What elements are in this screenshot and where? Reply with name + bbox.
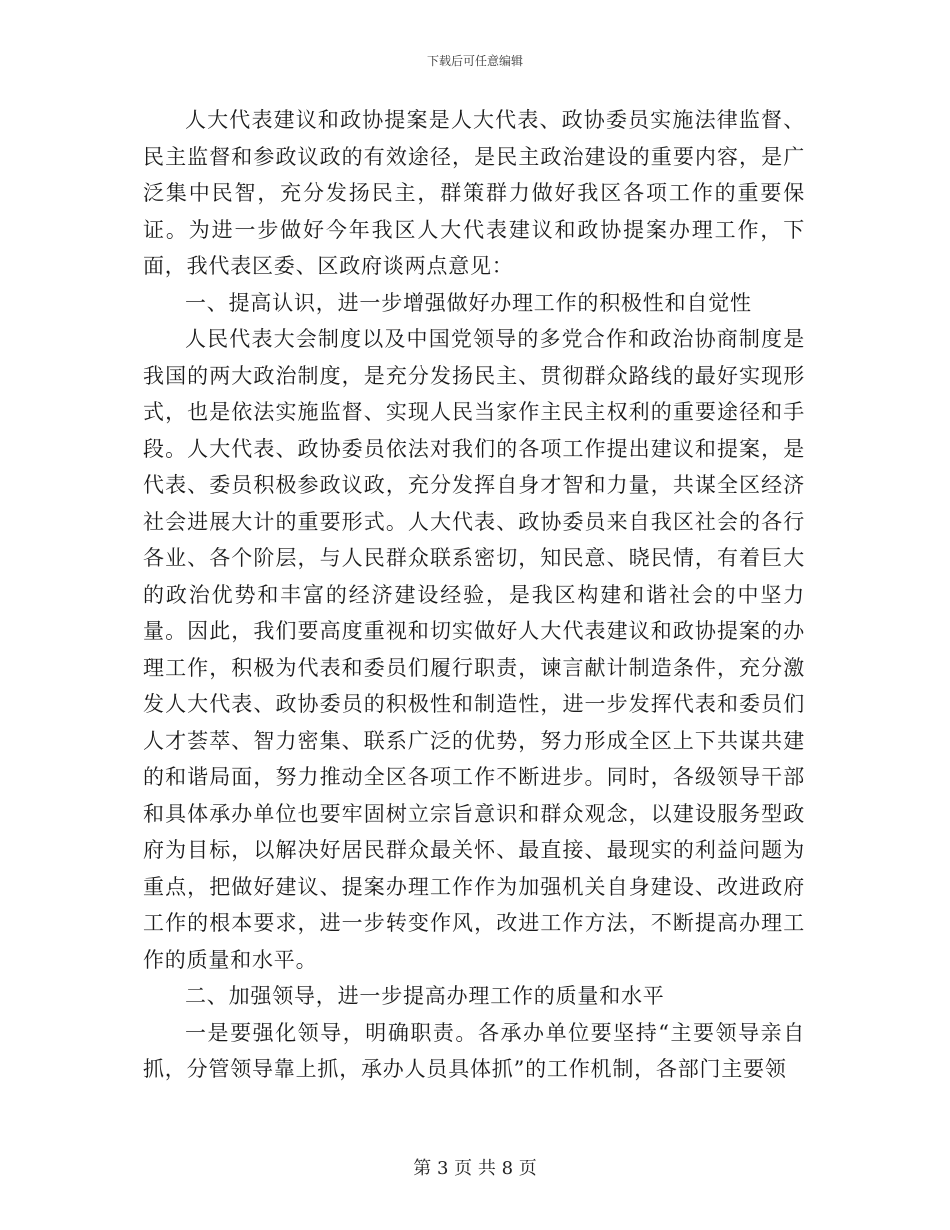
page-number: 第 3 页 共 8 页: [413, 1158, 537, 1179]
document-body: [143, 102, 805, 1088]
section-heading-1: 一、提高认识，进一步增强做好办理工作的积极性和自觉性: [185, 290, 752, 315]
section-heading-2: 二、加强领导，进一步提高办理工作的质量和水平: [185, 984, 665, 1008]
paragraph-section-2: 一是要强化领导，明确职责。各承办单位要坚持“主要领导亲自抓，分管领导靠上抓，承办人员具体抓”的工作机制，各部门主要领: [143, 1020, 805, 1081]
page-header-note: 下载后可任意编辑: [426, 54, 523, 68]
paragraph-section-1: 人民代表大会制度以及中国党领导的多党合作和政治协商制度是我国的两大政治制度，是充分发扬民主、贯彻群众路线的最好实现形式，也是依法实施监督、实现人民当家作主民主权利的重要途径和手段。人大代表、政协委员依法对我们的各项工作提出建议和提案，是代表、委员积极参政议政，充分发挥自身才智和力量，共谋全区经济社会进展大计的重要形式。人大代表、政协委员来自我区社会的各行各业、各个阶层，与人民群众联系密切，知民意、晓民情，有着巨大的政治优势和丰富的经济建设经验，是我区构建和谐社会的中坚力量。因此，我们要高度重视和切实做好人大代表建议和政协提案的办理工作，积极为代表和委员们履行职责，谏言献计制造条件，充分激发人大代表、政协委员的积极性和制造性，进一步发挥代表和委员们人才荟萃、智力密集、联系广泛的优势，努力形成全区上下共谋共建的和谐局面，努力推动全区各项工作不断进步。同时，各级领导干部和具体承办单位也要牢固树立宗旨意识和群众观念，以建设服务型政府为目标，以解决好居民群众最关怀、最直接、最现实的利益问题为重点，把做好建议、提案办理工作作为加强机关自身建设、改进政府工作的根本要求，进一步转变作风，改进工作方法，不断提高办理工作的质量和水平。: [143, 327, 805, 972]
paragraph-intro: 人大代表建议和政协提案是人大代表、政协委员实施法律监督、民主监督和参政议政的有效途径，是民主政治建设的重要内容，是广泛集中民智，充分发扬民主，群策群力做好我区各项工作的重要保证。为进一步做好今年我区人大代表建议和政协提案办理工作，下面，我代表区委、区政府谈两点意见：: [143, 108, 805, 278]
